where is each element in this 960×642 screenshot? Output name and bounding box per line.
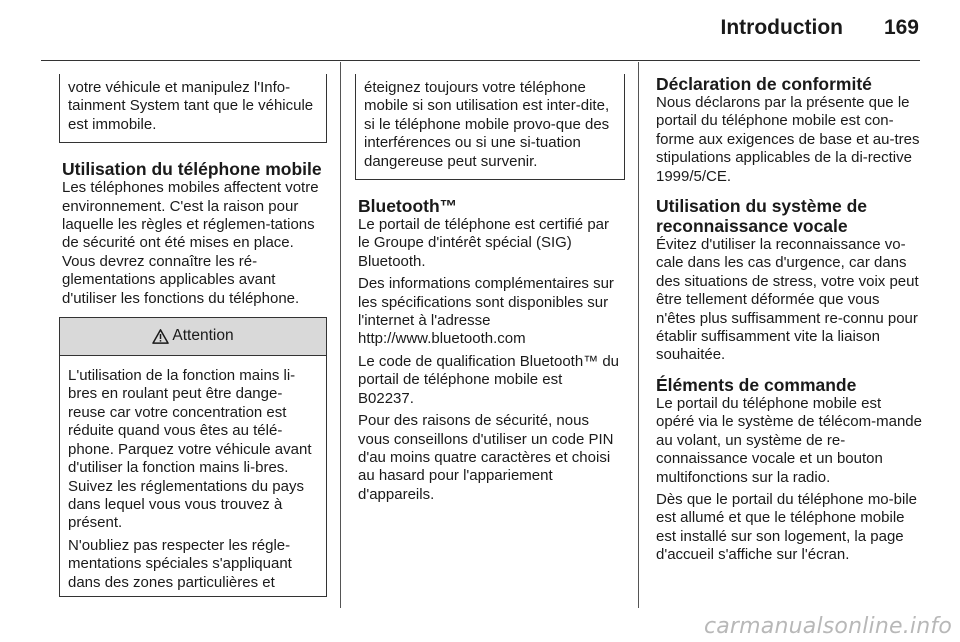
paragraph-controls-1: Le portail du téléphone mobile est opéré via le système de télécom-mande au volant, un système de re-connaissance vocale et un bouton multifonctions sur la radio.	[656, 394, 922, 486]
column-3	[656, 74, 922, 569]
column-2	[358, 74, 622, 508]
heading-controls: Éléments de commande	[656, 374, 857, 395]
column-1	[62, 74, 324, 597]
continued-warning-box	[59, 74, 327, 143]
heading-conformity: Déclaration de conformité	[656, 74, 872, 94]
paragraph-conformity: Nous déclarons par la présente que le portail du téléphone mobile est con-forme aux exigences de base et au-tres stipulations applicables de la di-rective 1999/5/CE.	[656, 94, 920, 185]
paragraph-bluetooth-1: Le portail de téléphone est certifié par le Groupe d'intérêt spécial (SIG) Bluetooth.	[358, 216, 609, 270]
bluetooth-url: http://www.bluetooth.com	[358, 330, 526, 348]
page-header	[0, 0, 960, 62]
section-voice-recognition	[656, 196, 922, 365]
paragraph-mobile-phone: Les téléphones mobiles affectent votre environnement. C'est la raison pour laquelle les règles et réglemen-tations de sécurité ont été mises en place. Vous devrez connaître les ré-glementations applicables avant d'utiliser les fonctions du téléphone.	[62, 179, 319, 307]
paragraph-controls-2: Dès que le portail du téléphone mo-bile est allumé et que le téléphone mobile est installé sur son logement, la page d'accueil s'affiche sur l'écran.	[656, 490, 917, 564]
column-divider-right	[638, 62, 639, 608]
page-title: Introduction	[720, 16, 843, 39]
continued-attention-box	[355, 74, 625, 180]
paragraph-bluetooth-2	[358, 275, 622, 349]
attention-box	[59, 317, 327, 597]
heading-voice-recognition: Utilisation du système de reconnaissance vocale	[656, 196, 868, 237]
continued-attention-text: éteignez toujours votre téléphone mobile si son utilisation est inter-dite, si le téléphone mobile provo-que des interférences ou si une si-tuation dangereuse peut survenir.	[364, 79, 610, 170]
continued-warning-text: votre véhicule et manipulez l'Info-tainment System tant que le véhicule est immobile.	[68, 79, 314, 133]
paragraph-voice-recognition: Évitez d'utiliser la reconnaissance vo-cale dans les cas d'urgence, car dans des situations de stress, votre voix peut être tellement déformée que vous n'êtes plus suffisamment re-connu pour établir suffisamment vite la liaison souhaitée.	[656, 236, 919, 364]
section-mobile-phone	[62, 159, 324, 308]
page-number: 169	[883, 16, 919, 39]
section-bluetooth	[358, 196, 622, 504]
attention-body	[60, 356, 326, 592]
warning-triangle-icon	[152, 329, 169, 344]
attention-paragraph-1: L'utilisation de la fonction mains li-bres en roulant peut être dange-reuse car votre concentration est réduite quand vous êtes au télé-phone. Parquez votre véhicule avant d'utiliser la fonction mains li-bres. Suivez les réglementations du pays dans lequel vous vous trouvez à présent.	[68, 367, 312, 532]
section-controls	[656, 375, 922, 565]
column-divider-left	[340, 62, 341, 608]
watermark: carmanualsonline.info	[703, 614, 952, 639]
heading-bluetooth: Bluetooth™	[358, 196, 458, 217]
attention-paragraph-2: N'oubliez pas respecter les régle-mentations spéciales s'appliquant dans des zones particulières et	[68, 536, 292, 591]
paragraph-bluetooth-3: Le code de qualification Bluetooth™ du portail de téléphone mobile est B02237.	[358, 352, 620, 407]
paragraph-bluetooth-4: Pour des raisons de sécurité, nous vous conseillons d'utiliser un code PIN d'au moins quatre caractères et choisi au hasard pour l'appariement d'appareils.	[358, 412, 614, 503]
heading-mobile-phone: Utilisation du téléphone mobile	[62, 159, 322, 180]
attention-title: Attention	[172, 327, 234, 345]
attention-header	[60, 318, 326, 356]
section-conformity	[656, 74, 922, 186]
bluetooth-info-text: Des informations complémentaires sur les spécifications sont disponibles sur l'internet à l'adresse	[358, 275, 614, 330]
header-divider	[41, 60, 920, 61]
